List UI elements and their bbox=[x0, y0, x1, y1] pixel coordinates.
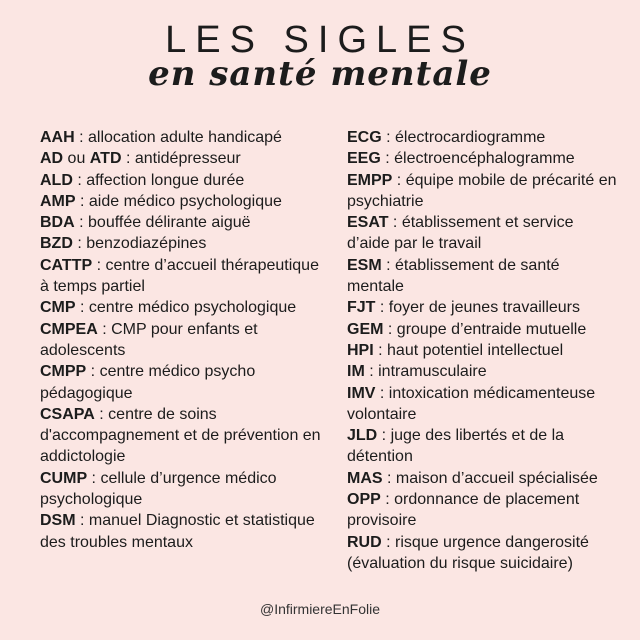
separator: : bbox=[72, 235, 87, 253]
acronym: AMP bbox=[40, 192, 76, 210]
left-column bbox=[40, 127, 325, 553]
glossary-entry bbox=[40, 191, 325, 212]
glossary-entry bbox=[40, 255, 325, 298]
separator: : bbox=[380, 491, 395, 509]
separator: : bbox=[75, 192, 89, 210]
definition: risque urgence dangerosité (évaluation du risque suicidaire) bbox=[347, 533, 589, 572]
acronym: IMV bbox=[347, 384, 376, 402]
definition: affection longue durée bbox=[86, 171, 245, 189]
definition: établissement et service d’aide par le travail bbox=[347, 214, 574, 253]
separator: : bbox=[87, 469, 101, 487]
glossary-entry bbox=[40, 319, 325, 362]
glossary-entry bbox=[347, 170, 617, 213]
definition: centre de soins d'accompagnement et de prévention en addictologie bbox=[40, 405, 321, 466]
separator: : bbox=[388, 214, 402, 232]
glossary-entry bbox=[40, 127, 325, 148]
glossary-entry bbox=[40, 468, 325, 511]
definition: haut potentiel intellectuel bbox=[387, 341, 564, 359]
acronym: EEG bbox=[347, 150, 381, 168]
definition: aide médico psychologique bbox=[88, 192, 282, 210]
separator: : bbox=[392, 171, 406, 189]
glossary-entry bbox=[347, 383, 617, 426]
acronym: CMP bbox=[40, 299, 76, 317]
glossary-entry bbox=[347, 255, 617, 298]
acronym: ESAT bbox=[347, 214, 389, 232]
definition: établissement de santé mentale bbox=[347, 256, 560, 296]
separator: : bbox=[382, 469, 396, 487]
acronym-alt: ATD bbox=[89, 150, 122, 168]
acronym: FJT bbox=[347, 299, 376, 317]
acronym: OPP bbox=[347, 491, 381, 509]
definition: électroencéphalogramme bbox=[394, 150, 575, 168]
separator: : bbox=[375, 299, 389, 317]
glossary-entry bbox=[347, 297, 617, 318]
definition: CMP pour enfants et adolescents bbox=[40, 320, 258, 359]
glossary-entry bbox=[347, 127, 617, 148]
definition: ordonnance de placement provisoire bbox=[347, 491, 580, 530]
glossary-entry bbox=[347, 532, 617, 575]
definition: centre d’accueil thérapeutique à temps partiel bbox=[40, 256, 319, 296]
definition: équipe mobile de précarité en psychiatrie bbox=[347, 171, 617, 210]
acronym: RUD bbox=[347, 533, 382, 551]
definition: bouffée délirante aiguë bbox=[88, 214, 251, 232]
acronym: AD bbox=[40, 150, 64, 168]
glossary-entry bbox=[347, 361, 617, 382]
glossary-entry bbox=[40, 510, 325, 553]
acronym: CSAPA bbox=[40, 405, 95, 423]
separator: : bbox=[380, 150, 395, 168]
glossary-entry bbox=[347, 148, 617, 169]
separator: : bbox=[75, 299, 89, 317]
glossary-entry bbox=[40, 361, 325, 404]
acronym: AAH bbox=[40, 129, 75, 146]
glossary-entry bbox=[347, 340, 617, 361]
glossary-entry bbox=[40, 404, 325, 468]
separator: : bbox=[364, 363, 379, 381]
glossary-entry bbox=[347, 425, 617, 468]
separator: : bbox=[383, 320, 397, 338]
separator: : bbox=[373, 341, 388, 359]
definition: électrocardiogramme bbox=[395, 129, 546, 146]
acronym: CMPEA bbox=[40, 320, 98, 338]
glossary-entry bbox=[347, 468, 617, 489]
separator: : bbox=[75, 512, 89, 530]
definition: foyer de jeunes travailleurs bbox=[388, 299, 581, 317]
separator: : bbox=[375, 384, 389, 402]
acronym: GEM bbox=[347, 320, 384, 338]
glossary-entry bbox=[347, 319, 617, 340]
definition: antidépresseur bbox=[134, 150, 241, 168]
definition: centre médico psychologique bbox=[88, 299, 297, 317]
glossary-entry bbox=[40, 233, 325, 254]
acronym: MAS bbox=[347, 469, 383, 487]
separator: : bbox=[94, 405, 109, 423]
definition: juge des libertés et de la détention bbox=[347, 427, 565, 466]
acronym: IM bbox=[347, 363, 365, 381]
definition: maison d’accueil spécialisée bbox=[395, 469, 598, 487]
glossary-entry bbox=[347, 212, 617, 255]
definition: intoxication médicamenteuse volontaire bbox=[347, 384, 596, 423]
separator: : bbox=[381, 256, 396, 274]
separator: : bbox=[121, 150, 135, 168]
acronym: JLD bbox=[347, 427, 378, 445]
separator: : bbox=[381, 129, 396, 146]
acronym: ALD bbox=[40, 171, 73, 189]
author-handle: @InfirmiereEnFolie bbox=[259, 601, 381, 617]
glossary-entry bbox=[40, 170, 325, 191]
glossary-entry bbox=[40, 212, 325, 233]
glossary-entry bbox=[40, 297, 325, 318]
definition: cellule d’urgence médico psychologique bbox=[40, 469, 277, 509]
acronym: ECG bbox=[347, 129, 382, 146]
separator: : bbox=[97, 320, 112, 338]
acronym: ESM bbox=[347, 256, 382, 274]
definition: centre médico psycho pédagogique bbox=[40, 363, 256, 402]
page-title: LES SIGLES bbox=[165, 19, 475, 61]
page-subtitle: en santé mentale bbox=[148, 54, 492, 94]
separator: : bbox=[72, 171, 87, 189]
separator: : bbox=[74, 214, 89, 232]
separator: : bbox=[381, 533, 396, 551]
right-column bbox=[347, 127, 617, 574]
separator: : bbox=[74, 129, 89, 146]
acronym: CATTP bbox=[40, 256, 93, 274]
glossary-entry bbox=[347, 489, 617, 532]
definition: intramusculaire bbox=[378, 363, 487, 381]
definition: manuel Diagnostic et statistique des troubles mentaux bbox=[40, 512, 315, 551]
definition: groupe d’entraide mutuelle bbox=[396, 320, 587, 338]
acronym: BZD bbox=[40, 235, 73, 253]
acronym: DSM bbox=[40, 512, 76, 530]
definition: allocation adulte handicapé bbox=[88, 129, 282, 146]
separator: ou bbox=[63, 150, 90, 168]
glossary-entry bbox=[40, 148, 325, 169]
separator: : bbox=[92, 256, 106, 274]
separator: : bbox=[377, 427, 391, 445]
acronym: CMPP bbox=[40, 363, 87, 381]
acronym: CUMP bbox=[40, 469, 88, 487]
acronym: BDA bbox=[40, 214, 75, 232]
acronym: EMPP bbox=[347, 171, 393, 189]
acronym: HPI bbox=[347, 341, 374, 359]
definition: benzodiazépines bbox=[86, 235, 207, 253]
separator: : bbox=[86, 363, 100, 381]
